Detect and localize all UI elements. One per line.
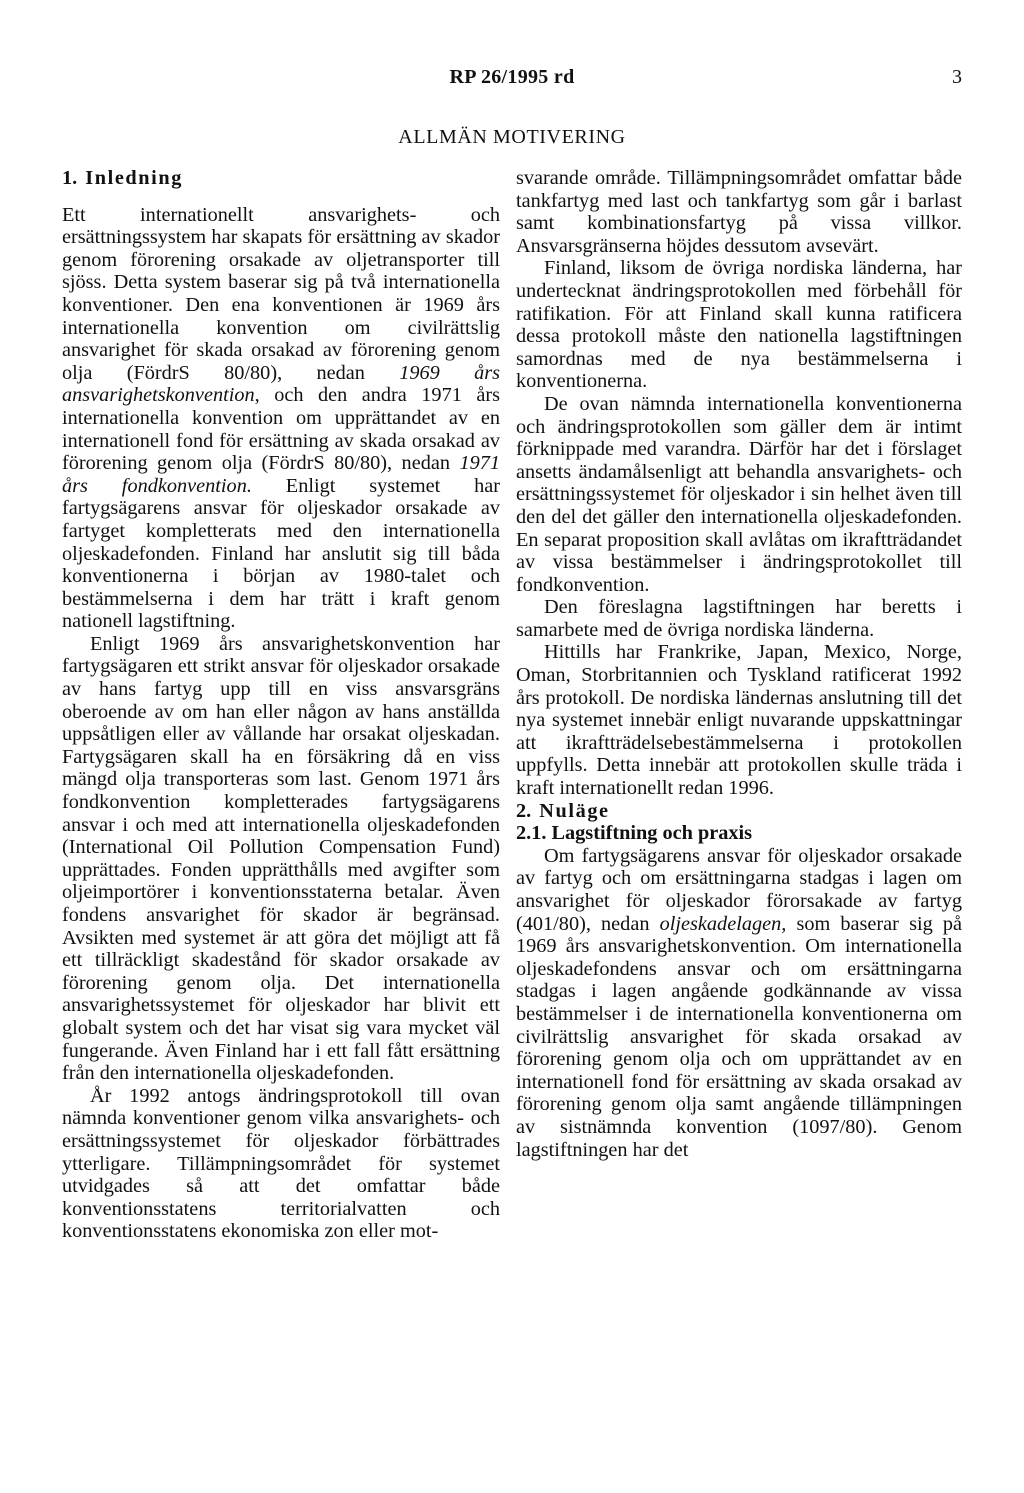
paragraph: Hittills har Frankrike, Japan, Mexico, Norge, Oman, Storbritannien och Tyskland ratificerat 1992 års protokoll. De nordiska ländernas anslutning till det nya systemet innebär enligt nuvarande uppskattningar att ikraftträdelsebestämmelserna i protokollen uppfylls. Detta innebär att protokollen skulle träda i kraft internationellt redan 1996.: [516, 641, 962, 800]
italic-term: oljeskadelagen,: [659, 912, 787, 935]
heading-number: 2.: [516, 799, 532, 822]
italic-term: 1971 års fondkonvention.: [62, 452, 500, 497]
paragraph: svarande område. Tillämpningsområdet omfattar både tankfartyg med last och tankfartyg som går i barlast samt kombinationsfartyg på vissa villkor. Ansvarsgränserna höjdes dessutom avsevärt.: [516, 167, 962, 257]
heading-text: Nuläge: [539, 799, 610, 822]
paragraph: Den föreslagna lagstiftningen har beretts i samarbete med de övriga nordiska länderna.: [516, 596, 962, 641]
paragraph: De ovan nämnda internationella konventionerna och ändringsprotokollen som gäller dem är intimt förknippade med varandra. Därför har det i förslaget ansetts ändamålsenligt att behandla ansvarighets- och ersättningssystemet för oljeskador i sin helhet även till den del det gäller den internationella oljeskadefonden. En separat proposition skall avlåtas om ikraftträdandet av vissa bestämmelser i ändringsprotokollet till fondkonvention.: [516, 392, 962, 596]
heading-text: Inledning: [85, 167, 184, 189]
paragraph: [62, 204, 500, 633]
left-column: [62, 167, 500, 1243]
subheading: 2.1. Lagstiftning och praxis: [516, 822, 753, 845]
heading-inledning: [62, 167, 500, 190]
paragraph: År 1992 antogs ändringsprotokoll till ovan nämnda konventioner genom vilka ansvarighets- och ersättningssystemet för oljeskador förbättrades ytterligare. Tillämpningsområdet för systemet utvidgades så att det omfattar både konventionsstatens territorialvatten och konventionsstatens ekonomiska zon eller mot-: [62, 1084, 500, 1243]
running-header-title: RP 26/1995 rd: [449, 66, 575, 88]
paragraph-text: , och den andra 1971 års internationella konvention om upprättandet av en internationell fond för ersättning av skada orsakad av förorening genom olja (FördrS 80/80), nedan: [62, 384, 500, 475]
section-title: ALLMÄN MOTIVERING: [398, 126, 626, 148]
page-number: 3: [952, 66, 962, 88]
heading-nulage: [516, 800, 962, 823]
spacer: [62, 190, 500, 204]
paragraph-text: Om fartygsägarens ansvar för oljeskador orsakade av fartyg och om ersättningarna stadgas i lagen om ansvarighet för oljeskador förorsakade av fartyg (401/80), nedan: [516, 844, 962, 935]
italic-term: 1969 års ansvarighetskonvention: [62, 361, 500, 407]
paragraph: Enligt 1969 års ansvarighetskonvention har fartygsägaren ett strikt ansvar för oljeskador orsakade av hans fartyg upp till en viss ansvarsgräns oberoende av om han eller någon av hans anställda uppsåtligen eller av vållande har orsakat oljeskadan. Fartygsägaren skall ha en försäkring då en viss mängd olja transporteras som last. Genom 1971 års fondkonvention kompletterades fartygsägarens ansvar i och med att internationella oljeskadefonden (International Oil Pollution Compensation Fund) upprättades. Fonden upprätthålls med avgifter som oljeimportörer i konventionsstaterna betalar. Även fondens ansvarighet för skador är begränsad. Avsikten med systemet är att göra det möjligt att få ett tillräckligt skadestånd för skador orsakade av förorening genom olja. Det internationella ansvarighetssystemet för oljeskador har blivit ett globalt system och det har visat sig vara mycket väl fungerande. Även Finland har i ett fall fått ersättning från den internationella oljeskadefonden.: [62, 632, 500, 1085]
paragraph: Finland, liksom de övriga nordiska länderna, har undertecknat ändringsprotokollen med förbehåll för ratifikation. För att Finland skall kunna ratificera dessa protokoll måste den nationella lagstiftningen samordnas med de nya bestämmelserna i konventionerna.: [516, 257, 962, 393]
right-column: [516, 167, 962, 1161]
paragraph-text: som baserar sig på 1969 års ansvarighetskonvention. Om internationella oljeskadefondens ansvar och om ersättningarna stadgas i lagen angående godkännande av vissa bestämmelser i de internationella konventionerna om civilrättslig ansvarighet för skada orsakad av förorening genom olja och om upprättandet av en internationell fond för ersättning av skada orsakad av förorening genom olja samt angående tillämpningen av sistnämnda konvention (1097/80). Genom lagstiftningen har det: [516, 912, 963, 1161]
paragraph: [516, 845, 962, 1161]
heading-number: 1.: [62, 167, 78, 189]
paragraph-text: Enligt systemet har fartygsägarens ansvar för oljeskador orsakade av fartyget kompletterats med den internationella oljeskadefonden. Finland har anslutit sig till båda konventionerna i början av 1980-talet och bestämmelserna i dem har trätt i kraft genom nationell lagstiftning.: [62, 474, 501, 633]
paragraph-text: Ett internationellt ansvarighets- och ersättningssystem har skapats för ersättning av skador genom förorening orsakade av oljetransporter till sjöss. Detta system baserar sig på två internationella konventioner. Den ena konventionen är 1969 års internationella konvention om civilrättslig ansvarighet för skada orsakad av förorening genom olja (FördrS 80/80), nedan: [62, 203, 500, 384]
